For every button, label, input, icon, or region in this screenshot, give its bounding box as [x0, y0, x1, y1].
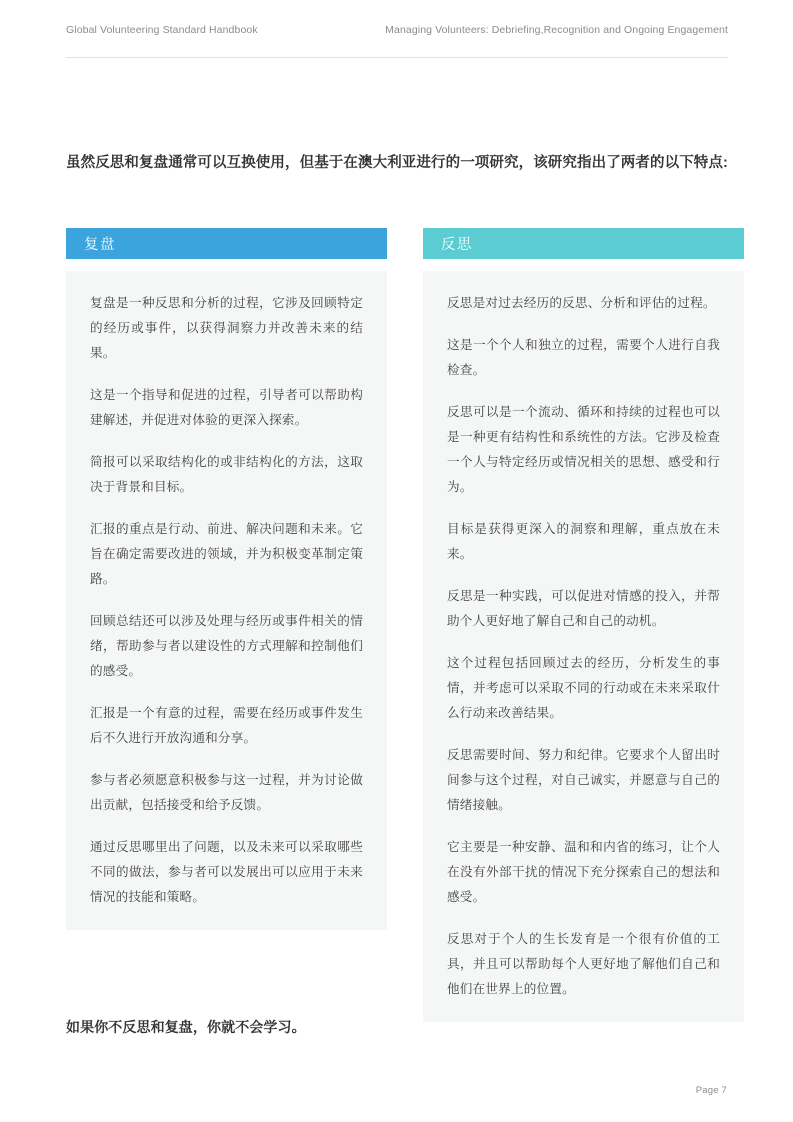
- intro-paragraph: 虽然反思和复盘通常可以互换使用，但基于在澳大利亚进行的一项研究，该研究指出了两者的以下特点:: [66, 155, 728, 171]
- panel-paragraph: 这是一个指导和促进的过程，引导者可以帮助构建解述，并促进对体验的更深入探索。: [90, 388, 363, 427]
- panel-paragraph: 简报可以采取结构化的或非结构化的方法，这取决于背景和目标。: [90, 455, 363, 494]
- running-head-left: Global Volunteering Standard Handbook: [66, 24, 258, 36]
- panel-paragraph: 反思需要时间、努力和纪律。它要求个人留出时间参与这个过程，对自己诚实，并愿意与自己的情绪接触。: [447, 748, 720, 812]
- panel-paragraph: 它主要是一种安静、温和和内省的练习，让个人在没有外部干扰的情况下充分探索自己的想法和感受。: [447, 840, 720, 904]
- panel-paragraph: 汇报是一个有意的过程，需要在经历或事件发生后不久进行开放沟通和分享。: [90, 706, 363, 745]
- panel-reflection-title: 反思: [423, 228, 744, 259]
- running-head-right: Managing Volunteers: Debriefing,Recognition and Ongoing Engagement: [385, 24, 728, 36]
- panel-paragraph: 反思可以是一个流动、循环和持续的过程也可以是一种更有结构性和系统性的方法。它涉及检查一个人与特定经历或情况相关的思想、感受和行为。: [447, 405, 720, 494]
- panel-debrief: [66, 228, 387, 930]
- closing-statement: 如果你不反思和复盘，你就不会学习。: [66, 1019, 306, 1035]
- panel-paragraph: 这是一个个人和独立的过程，需要个人进行自我检查。: [447, 338, 720, 377]
- panel-paragraph: 回顾总结还可以涉及处理与经历或事件相关的情绪，帮助参与者以建设性的方式理解和控制他们的感受。: [90, 614, 363, 678]
- panel-paragraph: 反思对于个人的生长发育是一个很有价值的工具，并且可以帮助每个人更好地了解他们自己和他们在世界上的位置。: [447, 932, 720, 996]
- panel-reflection-body: [423, 271, 744, 1022]
- comparison-panels: [66, 228, 744, 1022]
- panel-paragraph: 反思是一种实践，可以促进对情感的投入，并帮助个人更好地了解自己和自己的动机。: [447, 589, 720, 628]
- panel-debrief-body: [66, 271, 387, 930]
- running-head: [66, 24, 728, 36]
- panel-debrief-title: 复盘: [66, 228, 387, 259]
- panel-paragraph: 这个过程包括回顾过去的经历，分析发生的事情，并考虑可以采取不同的行动或在未来采取什么行动来改善结果。: [447, 656, 720, 720]
- panel-paragraph: 参与者必须愿意积极参与这一过程，并为讨论做出贡献，包括接受和给予反馈。: [90, 773, 363, 812]
- page-number: Page 7: [695, 1085, 727, 1096]
- panel-paragraph: 反思是对过去经历的反思、分析和评估的过程。: [447, 296, 716, 310]
- panel-paragraph: 目标是获得更深入的洞察和理解，重点放在未来。: [447, 522, 720, 561]
- panel-paragraph: 复盘是一种反思和分析的过程，它涉及回顾特定的经历或事件，以获得洞察力并改善未来的结果。: [90, 296, 363, 360]
- panel-paragraph: 汇报的重点是行动、前进、解决问题和未来。它旨在确定需要改进的领域，并为积极变革制定策路。: [90, 522, 363, 586]
- header-divider: [66, 57, 728, 58]
- panel-reflection: [423, 228, 744, 1022]
- panel-paragraph: 通过反思哪里出了问题，以及未来可以采取哪些不同的做法，参与者可以发展出可以应用于未来情况的技能和策略。: [90, 840, 363, 904]
